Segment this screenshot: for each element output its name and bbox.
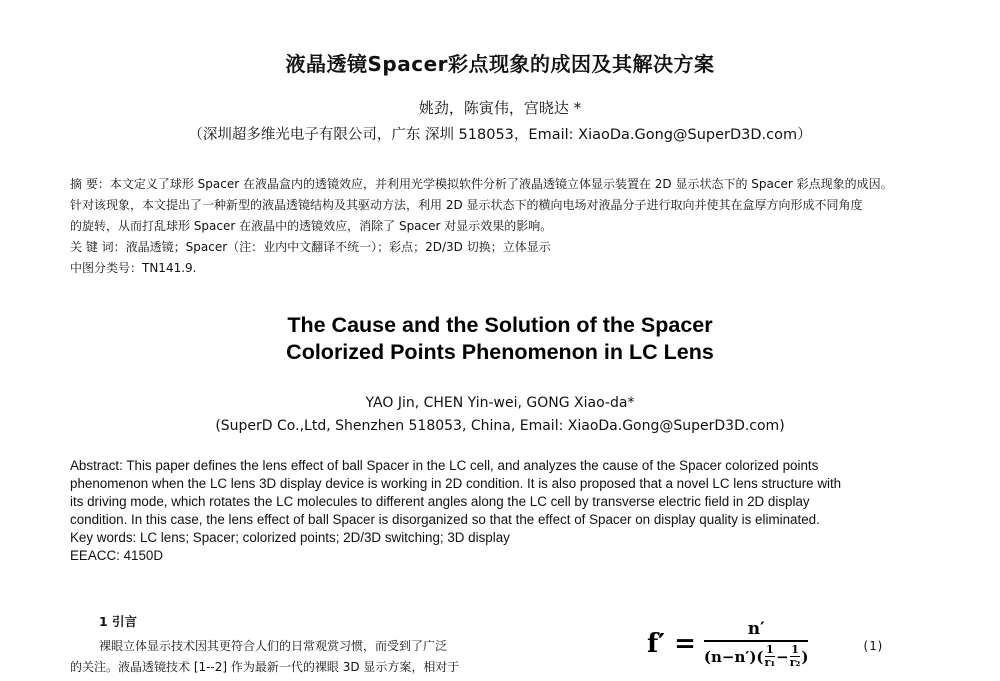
- denominator-prefix: (n−n′)(: [703, 647, 764, 666]
- body-text-line-2: 的关注。液晶透镜技术 [1--2] 作为最新一代的裸眼 3D 显示方案，相对于: [70, 660, 460, 674]
- reciprocal-r1: [765, 644, 776, 669]
- chinese-authors: 姚劲，陈寅伟，宫晓达 *: [418, 99, 582, 117]
- chinese-abstract-line: 的旋转，从而打乱球形 Spacer 在液晶中的透镜效应，消除了 Spacer 对显示效果的影响。: [70, 219, 553, 233]
- equation-fraction: [704, 619, 809, 669]
- equation-lhs: f′ =: [647, 629, 696, 659]
- english-keywords: Key words: LC lens; Spacer; colorized points; 2D/3D switching; 3D display: [70, 530, 510, 545]
- chinese-abstract: [70, 174, 942, 279]
- english-title: [0, 312, 1000, 366]
- reciprocal-r1-numerator: 1: [766, 643, 774, 656]
- denominator-suffix: ): [801, 647, 809, 666]
- body-text-line-1: 裸眼立体显示技术因其更符合人们的日常观赏习惯，而受到了广泛: [99, 639, 448, 653]
- chinese-classification: 中图分类号：TN141.9.: [70, 261, 197, 275]
- equation-number: (1): [862, 639, 884, 653]
- english-abstract-line: Abstract: This paper defines the lens effect of ball Spacer in the LC cell, and analyzes the cause of the Spacer colorized points: [70, 458, 819, 473]
- focal-length-equation: [647, 612, 808, 676]
- equation-denominator: [704, 642, 809, 669]
- reciprocal-r2-numerator: 1: [791, 643, 799, 656]
- denominator-minus: −: [776, 647, 789, 666]
- english-title-line-1: The Cause and the Solution of the Spacer: [287, 313, 713, 337]
- english-affiliation: (SuperD Co.,Ltd, Shenzhen 518053, China, Email: XiaoDa.Gong@SuperD3D.com): [215, 418, 785, 434]
- reciprocal-r2: [790, 644, 801, 669]
- chinese-keywords: 关 键 词：液晶透镜；Spacer（注：业内中文翻译不统一）；彩点；2D/3D 切换；立体显示: [70, 240, 551, 254]
- reciprocal-r2-denominator: r₂: [789, 656, 801, 669]
- equation-numerator: n′: [747, 619, 765, 639]
- chinese-abstract-line: 摘 要：本文定义了球形 Spacer 在液晶盒内的透镜效应，并利用光学模拟软件分析了液晶透镜立体显示装置在 2D 显示状态下的 Spacer 彩点现象的成因。: [70, 177, 893, 191]
- chinese-affiliation: （深圳超多维光电子有限公司，广东 深圳 518053，Email: XiaoDa.Gong@SuperD3D.com）: [188, 127, 812, 143]
- english-eeacc: EEACC: 4150D: [70, 548, 164, 563]
- english-abstract-line: its driving mode, which rotates the LC molecules to different angles along the LC cell by transverse electric field in 2D display: [70, 494, 810, 509]
- english-authors: YAO Jin, CHEN Yin-wei, GONG Xiao-da*: [365, 395, 635, 411]
- reciprocal-r1-denominator: r₁: [764, 656, 776, 669]
- english-abstract-line: condition. In this case, the lens effect of ball Spacer is disorganized so that the effect of Spacer on display quality is eliminated.: [70, 512, 820, 527]
- english-abstract: [70, 457, 950, 565]
- chinese-abstract-line: 针对该现象，本文提出了一种新型的液晶透镜结构及其驱动方法，利用 2D 显示状态下的横向电场对液晶分子进行取向并使其在盒厚方向形成不同角度: [70, 198, 863, 212]
- chinese-title: 液晶透镜Spacer彩点现象的成因及其解决方案: [285, 52, 715, 76]
- section-heading: 1 引言: [99, 614, 138, 629]
- english-abstract-line: phenomenon when the LC lens 3D display device is working in 2D condition. It is also proposed that a novel LC lens structure with: [70, 476, 842, 491]
- english-title-line-2: Colorized Points Phenomenon in LC Lens: [286, 340, 714, 364]
